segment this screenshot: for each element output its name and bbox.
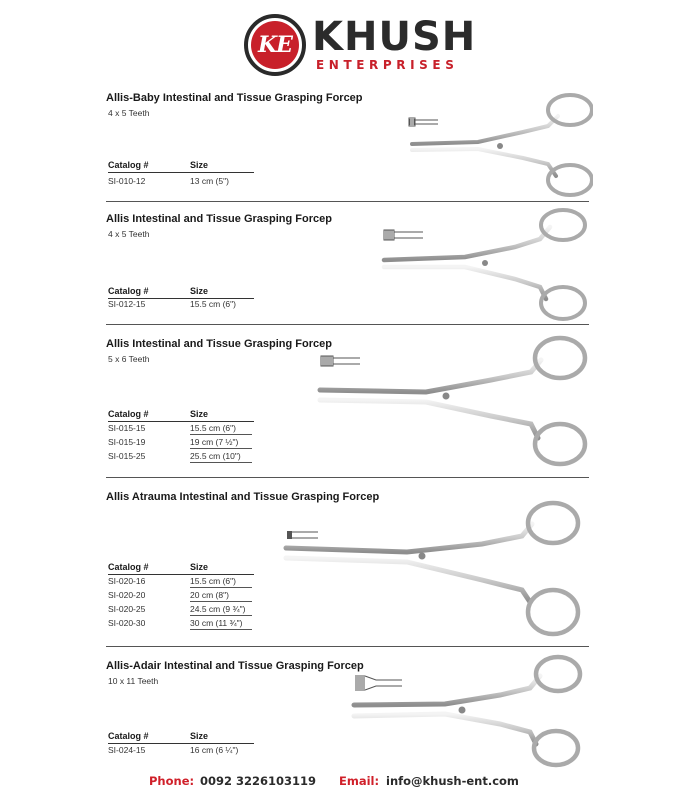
forceps-illustration [380,205,590,325]
size-value: 19 cm (7 ½") [190,437,239,447]
logo-company-subtitle: ENTERPRISES [316,58,459,72]
product-title: Allis Intestinal and Tissue Grasping Forcep [106,338,332,350]
phone-number[interactable]: 0092 3226103119 [200,774,317,788]
logo-emblem [244,14,306,76]
size-value: 25.5 cm (10") [190,451,241,461]
product-title: Allis-Adair Intestinal and Tissue Grasping Forcep [106,660,364,672]
catalog-number: SI-020-16 [108,576,146,586]
forceps-illustration [408,92,593,197]
size-header: Size [190,731,209,741]
size-value: 24.5 cm (9 ¾") [190,604,246,614]
email-address[interactable]: info@khush-ent.com [386,774,519,788]
size-value: 15.5 cm (6") [190,423,237,433]
phone-label: Phone: [149,774,195,788]
size-header: Size [190,160,209,170]
row-rule [190,629,252,630]
table-row [108,299,278,313]
table-row [108,604,278,618]
section-divider [106,477,589,478]
company-logo [244,14,477,78]
section-divider [106,324,589,325]
catalog-header: Catalog # [108,286,149,296]
table-row [108,176,278,190]
catalog-header: Catalog # [108,731,149,741]
table-row [108,745,278,759]
header-rule [108,172,254,173]
contact-footer [0,774,689,792]
forceps-illustration [316,330,591,475]
size-header: Size [190,409,209,419]
product-teeth: 4 x 5 Teeth [108,108,150,118]
table-row [108,437,278,451]
table-row [108,576,278,590]
size-value: 15.5 cm (6") [190,299,237,309]
catalog-header: Catalog # [108,160,149,170]
table-row [108,451,278,465]
catalog-header: Catalog # [108,409,149,419]
row-rule [190,448,252,449]
catalog-number: SI-020-30 [108,618,146,628]
catalog-number: SI-015-15 [108,423,146,433]
section-divider [106,646,589,647]
product-title: Allis Intestinal and Tissue Grasping Forcep [106,213,332,225]
size-value: 13 cm (5") [190,176,229,186]
logo-monogram: KE [251,21,299,69]
logo-company-name: KHUSH [312,14,477,60]
row-rule [190,601,252,602]
size-header: Size [190,286,209,296]
size-value: 16 cm (6 ¼") [190,745,239,755]
product-title: Allis-Baby Intestinal and Tissue Grasping Forcep [106,92,363,104]
catalog-number: SI-012-15 [108,299,146,309]
catalog-number: SI-024-15 [108,745,146,755]
table-row [108,590,278,604]
header-rule [108,574,254,575]
catalog-number: SI-015-25 [108,451,146,461]
size-value: 20 cm (8") [190,590,229,600]
catalog-number: SI-015-19 [108,437,146,447]
section-divider [106,201,589,202]
product-teeth: 5 x 6 Teeth [108,354,150,364]
table-row [108,618,278,632]
product-title: Allis Atrauma Intestinal and Tissue Grasping Forcep [106,491,380,503]
row-rule [190,434,252,435]
forceps-illustration [282,496,587,646]
table-row [108,423,278,437]
catalog-header: Catalog # [108,562,149,572]
product-teeth: 10 x 11 Teeth [108,676,159,686]
email-label: Email: [339,774,380,788]
size-value: 30 cm (11 ¾") [190,618,243,628]
size-header: Size [190,562,209,572]
catalog-number: SI-020-25 [108,604,146,614]
row-rule [190,615,252,616]
row-rule [190,587,252,588]
row-rule [190,462,252,463]
header-rule [108,421,254,422]
catalog-number: SI-020-20 [108,590,146,600]
forceps-illustration [350,650,590,770]
catalog-number: SI-010-12 [108,176,146,186]
header-rule [108,743,254,744]
size-value: 15.5 cm (6") [190,576,237,586]
product-teeth: 4 x 5 Teeth [108,229,150,239]
